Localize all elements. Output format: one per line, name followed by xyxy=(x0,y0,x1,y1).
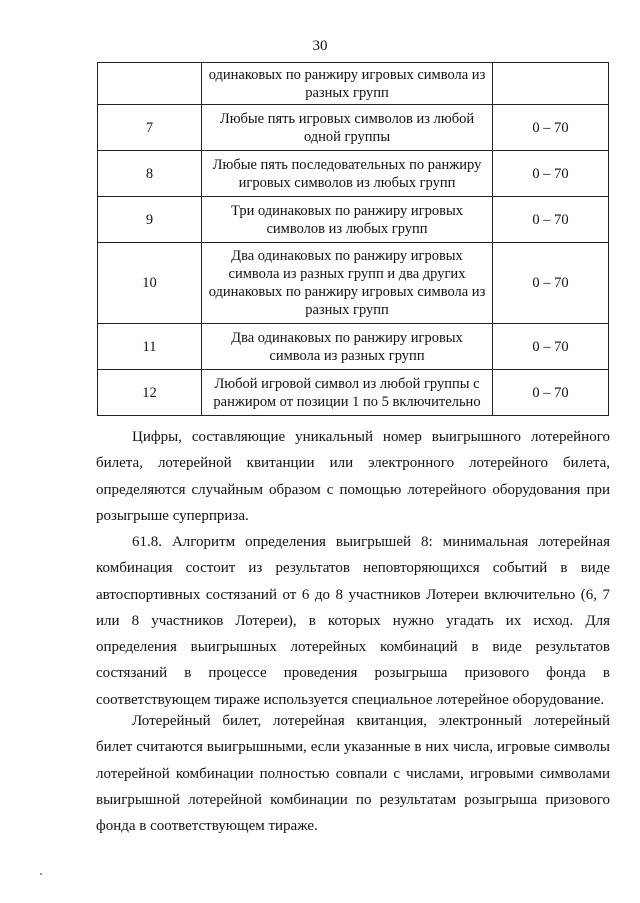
row-range-cell: 0 – 70 xyxy=(493,197,609,243)
row-range-cell: 0 – 70 xyxy=(493,151,609,197)
page-number: 30 xyxy=(312,38,328,54)
row-range-cell xyxy=(493,63,609,105)
row-number-cell: 9 xyxy=(98,197,202,243)
row-range-cell: 0 – 70 xyxy=(493,324,609,370)
row-number-cell: 8 xyxy=(98,151,202,197)
paragraph-text: Цифры, составляющие уникальный номер выигрышного лотерейного билета, лотерейной квитанции или электронного лотерейного билета, определяются случайным образом с помощью лотерейного оборудования при розыгрыше суперприза. xyxy=(96,429,610,524)
table-row xyxy=(98,105,609,151)
row-number-cell: 7 xyxy=(98,105,202,151)
prize-table xyxy=(97,62,609,416)
row-description-cell: Три одинаковых по ранжиру игровых символов из любых групп xyxy=(202,197,493,243)
paragraph-ticket-number xyxy=(96,424,610,529)
table-row xyxy=(98,324,609,370)
row-number-cell: 11 xyxy=(98,324,202,370)
paragraph-winning-tickets xyxy=(96,708,610,839)
row-number-cell: 10 xyxy=(98,243,202,324)
row-description-cell: Любые пять последовательных по ранжиру игровых символов из любых групп xyxy=(202,151,493,197)
scan-speck xyxy=(40,873,42,875)
row-number-cell xyxy=(98,63,202,105)
row-number-cell: 12 xyxy=(98,370,202,416)
row-description-cell: одинаковых по ранжиру игровых символа из разных групп xyxy=(202,63,493,105)
row-description-cell: Любые пять игровых символов из любой одной группы xyxy=(202,105,493,151)
table-row xyxy=(98,370,609,416)
table-row xyxy=(98,63,609,105)
row-range-cell: 0 – 70 xyxy=(493,370,609,416)
table-row xyxy=(98,197,609,243)
table-row xyxy=(98,243,609,324)
paragraph-algorithm-8 xyxy=(96,529,610,713)
row-description-cell: Два одинаковых по ранжиру игровых символа из разных групп и два других одинаковых по ранжиру игровых символа из разных групп xyxy=(202,243,493,324)
paragraph-text: 61.8. Алгоритм определения выигрышей 8: минимальная лотерейная комбинация состоит из результатов неповторяющихся событий в виде автоспортивных состязаний от 6 до 8 участников Лотереи включительно (6, 7 или 8 участников Лотереи), в которых нужно угадать их исход. Для определения выигрышных лотерейных комбинаций в виде результатов состязаний в процессе проведения розыгрыша призового фонда в соответствующем тираже используется специальное лотерейное оборудование. xyxy=(96,534,610,708)
paragraph-text: Лотерейный билет, лотерейная квитанция, электронный лотерейный билет считаются выигрышными, если указанные в них числа, игровые символы лотерейной комбинации полностью совпали с числами, игровыми символами выигрышной лотерейной комбинации по результатам розыгрыша призового фонда в соответствующем тираже. xyxy=(96,713,610,835)
row-range-cell: 0 – 70 xyxy=(493,243,609,324)
table-row xyxy=(98,151,609,197)
row-range-cell: 0 – 70 xyxy=(493,105,609,151)
row-description-cell: Два одинаковых по ранжиру игровых символа из разных групп xyxy=(202,324,493,370)
row-description-cell: Любой игровой символ из любой группы с ранжиром от позиции 1 по 5 включительно xyxy=(202,370,493,416)
